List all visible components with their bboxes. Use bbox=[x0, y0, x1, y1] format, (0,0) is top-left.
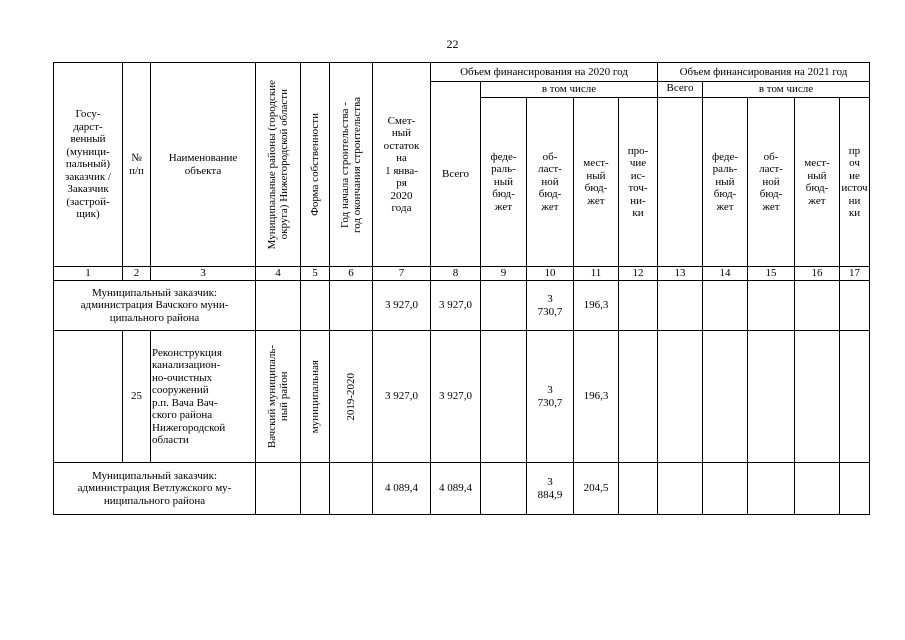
balance-cell: 4 089,4 bbox=[373, 463, 431, 515]
regional-2020-cell: 3 730,7 bbox=[527, 281, 574, 331]
header-total-2021: Всего bbox=[658, 82, 703, 98]
column-number: 8 bbox=[431, 267, 481, 281]
table-row bbox=[54, 331, 870, 463]
column-number: 9 bbox=[481, 267, 527, 281]
regional-2020-cell: 3 884,9 bbox=[527, 463, 574, 515]
table-cell bbox=[658, 463, 703, 515]
column-number: 5 bbox=[301, 267, 330, 281]
header-total-2020: Всего bbox=[431, 82, 481, 267]
balance-cell: 3 927,0 bbox=[373, 331, 431, 463]
column-number: 15 bbox=[748, 267, 795, 281]
table-cell bbox=[619, 463, 658, 515]
table-cell bbox=[795, 281, 840, 331]
table-cell bbox=[703, 281, 748, 331]
table-cell bbox=[658, 281, 703, 331]
years-text: 2019-2020 bbox=[345, 372, 357, 421]
total-2020-cell: 4 089,4 bbox=[431, 463, 481, 515]
table-cell bbox=[481, 463, 527, 515]
ownership-text: муниципальная bbox=[309, 359, 321, 434]
local-2020-cell: 196,3 bbox=[574, 281, 619, 331]
header-local-2021: мест- ный бюд- жет bbox=[795, 98, 840, 267]
column-number-row bbox=[54, 267, 870, 281]
table-row bbox=[54, 463, 870, 515]
regional-2020-cell: 3 730,7 bbox=[527, 331, 574, 463]
object-number-cell: 25 bbox=[123, 331, 151, 463]
header-local-2020: мест- ный бюд- жет bbox=[574, 98, 619, 267]
header-customer: Госу- дарст- венный (муници- пальный) заказчик / Заказчик (застрой- щик) bbox=[54, 63, 123, 267]
table-cell bbox=[703, 463, 748, 515]
header-other-2021: пр оч ие источ ни ки bbox=[840, 98, 870, 267]
table-cell bbox=[795, 463, 840, 515]
table-cell bbox=[748, 331, 795, 463]
table-cell bbox=[481, 331, 527, 463]
object-name-cell: Реконструкция канализацион- но-очистных сооружений р.п. Вача Вач- ского района Нижегородской области bbox=[151, 331, 256, 463]
years-cell bbox=[330, 331, 373, 463]
table-cell bbox=[748, 281, 795, 331]
total-2020-cell: 3 927,0 bbox=[431, 281, 481, 331]
column-number: 17 bbox=[840, 267, 870, 281]
column-number: 3 bbox=[151, 267, 256, 281]
local-2020-cell: 196,3 bbox=[574, 331, 619, 463]
table-cell bbox=[481, 281, 527, 331]
column-number: 7 bbox=[373, 267, 431, 281]
table-cell bbox=[703, 331, 748, 463]
header-funding-2020: Объем финансирования на 2020 год bbox=[431, 63, 658, 82]
header-number: № п/п bbox=[123, 63, 151, 267]
total-2020-cell: 3 927,0 bbox=[431, 331, 481, 463]
column-number: 14 bbox=[703, 267, 748, 281]
header-regional-2021: об- ласт- ной бюд- жет bbox=[748, 98, 795, 267]
table-cell bbox=[301, 463, 330, 515]
balance-cell: 3 927,0 bbox=[373, 281, 431, 331]
column-number: 10 bbox=[527, 267, 574, 281]
header-federal-2020: феде- раль- ный бюд- жет bbox=[481, 98, 527, 267]
column-number: 11 bbox=[574, 267, 619, 281]
column-number: 12 bbox=[619, 267, 658, 281]
district-cell bbox=[256, 331, 301, 463]
header-ownership-text: Форма собственности bbox=[309, 113, 321, 216]
table-cell bbox=[619, 281, 658, 331]
header-object-name: Наименование объекта bbox=[151, 63, 256, 267]
table-cell bbox=[658, 331, 703, 463]
header-federal-2021: феде- раль- ный бюд- жет bbox=[703, 98, 748, 267]
customer-cell: Муниципальный заказчик: администрация Вачского муни- ципального района bbox=[54, 281, 256, 331]
column-number: 16 bbox=[795, 267, 840, 281]
header-ownership bbox=[301, 63, 330, 267]
table-cell bbox=[54, 331, 123, 463]
customer-cell: Муниципальный заказчик: администрация Ветлужского му- ниципального района bbox=[54, 463, 256, 515]
column-number: 13 bbox=[658, 267, 703, 281]
header-funding-2021: Объем финансирования на 2021 год bbox=[658, 63, 870, 82]
table-cell bbox=[795, 331, 840, 463]
table-row bbox=[54, 281, 870, 331]
table-cell bbox=[256, 281, 301, 331]
table-cell bbox=[330, 463, 373, 515]
table-cell bbox=[840, 331, 870, 463]
table-cell bbox=[619, 331, 658, 463]
header-districts bbox=[256, 63, 301, 267]
header-estimated-balance: Смет- ный остаток на 1 янва- ря 2020 года bbox=[373, 63, 431, 267]
column-number: 1 bbox=[54, 267, 123, 281]
table-cell bbox=[840, 463, 870, 515]
column-number: 2 bbox=[123, 267, 151, 281]
table-cell bbox=[256, 463, 301, 515]
column-number: 4 bbox=[256, 267, 301, 281]
header-other-2020: про- чие ис- точ- ни- ки bbox=[619, 98, 658, 267]
header-regional-2020: об- ласт- ной бюд- жет bbox=[527, 98, 574, 267]
funding-table bbox=[53, 62, 870, 515]
table-cell bbox=[301, 281, 330, 331]
header-including-2020: в том числе bbox=[481, 82, 658, 98]
ownership-cell bbox=[301, 331, 330, 463]
table-cell bbox=[840, 281, 870, 331]
header-districts-text: Муниципальные районы (городские округа) Нижегородской области bbox=[266, 79, 290, 250]
header-total-2021-spacer bbox=[658, 98, 703, 267]
table-cell bbox=[748, 463, 795, 515]
column-number: 6 bbox=[330, 267, 373, 281]
district-text: Вачский муниципаль- ный район bbox=[266, 344, 290, 449]
header-including-2021: в том числе bbox=[703, 82, 870, 98]
header-years-text: Год начала строительства - год окончания строительства bbox=[339, 96, 363, 233]
local-2020-cell: 204,5 bbox=[574, 463, 619, 515]
page-number: 22 bbox=[446, 37, 459, 51]
header-years bbox=[330, 63, 373, 267]
table-cell bbox=[330, 281, 373, 331]
